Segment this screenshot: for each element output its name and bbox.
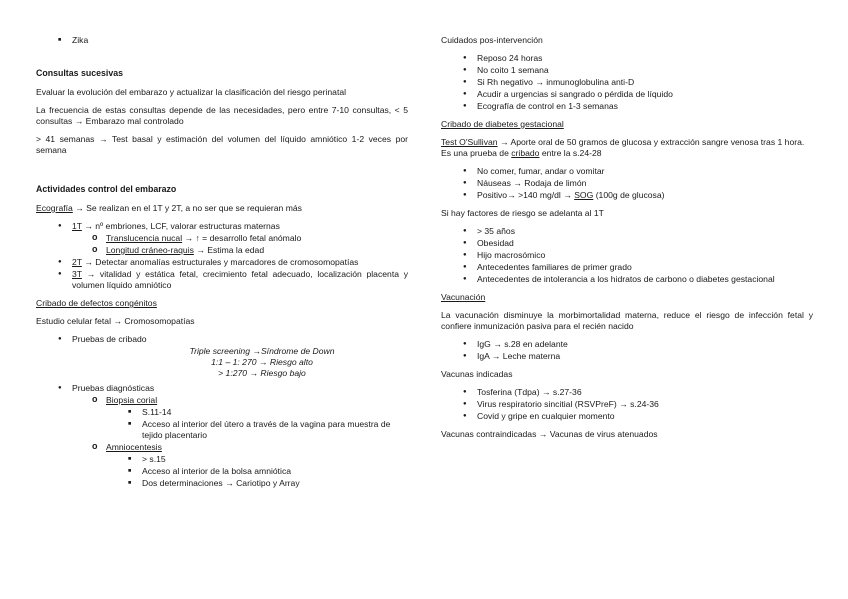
list-item: ● Positivo→ >140 mg/dl → SOG (100g de glucosa) [441, 190, 813, 201]
trimestres-list [36, 221, 408, 291]
list-item: ● Si Rh negativo → inmunoglobulina anti-D [441, 77, 813, 88]
list-item: ● 3T → vitalidad y estática fetal, crecimiento fetal adecuado, localización placenta y volumen líquido amniótico [36, 269, 408, 291]
list-item: ● Antecedentes familiares de primer grado [441, 262, 813, 273]
diabetes-heading: Cribado de diabetes gestacional [441, 119, 564, 129]
list-item: ● Pruebas diagnósticas o Biopsia corial ■ S.11-14 ■ Acceso al interior del útero a través de la vagina para muestra de tejido placentario o Amniocentesis ■ > s.15 ■ Acceso al interior de la bolsa amniótica ■ Dos determinaciones → Cariotipo y Array [36, 383, 408, 489]
list-item: o Translucencia nucal → ↑ = desarrollo fetal anómalo [72, 233, 408, 244]
consultas-heading: Consultas sucesivas [36, 68, 124, 78]
paragraph: La vacunación disminuye la morbimortalidad materna, reduce el riesgo de infección fetal y confiere inmunización pasiva para el recién nacido [441, 310, 813, 331]
paragraph: Si hay factores de riesgo se adelanta al 1T [441, 208, 604, 218]
list-item: ● 1T → nº embriones, LCF, valorar estructuras maternas o Translucencia nucal → ↑ = desarrollo fetal anómalo o Longitud cráneo-raquis → Estima la edad [36, 221, 408, 256]
list-item: ■ > s.15 [106, 454, 408, 465]
paragraph: Estudio celular fetal → Cromosomopatías [36, 316, 195, 326]
list-item: ■ Dos determinaciones → Cariotipo y Array [106, 478, 408, 489]
list-item: ● Covid y gripe en cualquier momento [441, 411, 813, 422]
zika-list [36, 35, 408, 46]
list-item: ■ Acceso al interior del útero a través de la vagina para muestra de tejido placentario [106, 419, 408, 441]
list-item: ● Ecografía de control en 1-3 semanas [441, 101, 813, 112]
cuidados-list [441, 53, 813, 112]
paragraph: Test O'Sullivan → Aporte oral de 50 gramos de glucosa y extracción sangre venosa tras 1 hora. Es una prueba de cribado entre la s.24-28 [441, 137, 805, 158]
ecografia-label: Ecografía [36, 203, 73, 213]
paragraph: Vacunas contraindicadas → Vacunas de virus atenuados [441, 429, 658, 439]
list-item: ● Hijo macrosómico [441, 250, 813, 261]
list-item: o Biopsia corial ■ S.11-14 ■ Acceso al interior del útero a través de la vagina para muestra de tejido placentario [72, 395, 408, 441]
diabetes-list [441, 166, 813, 201]
paragraph: Evaluar la evolución del embarazo y actualizar la clasificación del riesgo perinatal [36, 87, 347, 97]
paragraph: La frecuencia de estas consultas depende de las necesidades, pero entre 7-10 consultas, < 5 consultas → Embarazo mal controlado [36, 105, 408, 126]
left-column [36, 35, 408, 496]
factores-list [441, 226, 813, 285]
list-item: ● Pruebas de cribado Triple screening →Síndrome de Down 1:1 – 1: 270 → Riesgo alto > 1:270 → Riesgo bajo [36, 334, 408, 379]
list-item: ■ S.11-14 [106, 407, 408, 418]
paragraph: Vacunas indicadas [441, 369, 513, 379]
list-item: ● Virus respiratorio sincitial (RSVPreF) → s.24-36 [441, 399, 813, 410]
list-item: ● Antecedentes de intolerancia a los hidratos de carbono o diabetes gestacional [441, 274, 813, 285]
vacunacion-heading: Vacunación [441, 292, 486, 302]
list-item: o Amniocentesis ■ > s.15 ■ Acceso al interior de la bolsa amniótica ■ Dos determinaciones → Cariotipo y Array [72, 442, 408, 489]
list-item: ● IgA → Leche materna [441, 351, 813, 362]
paragraph: > 41 semanas → Test basal y estimación del volumen del líquido amniótico 1-2 veces por semana [36, 134, 408, 155]
list-item: ● 2T → Detectar anomalías estructurales y marcadores de cromosomopatías [36, 257, 408, 268]
list-item: ● > 35 años [441, 226, 813, 237]
pruebas-list [36, 334, 408, 489]
paragraph: Ecografía → Se realizan en el 1T y 2T, a no ser que se requieran más [36, 203, 302, 213]
actividades-heading: Actividades control del embarazo [36, 184, 177, 194]
cuidados-heading: Cuidados pos-intervención [441, 35, 543, 45]
list-item: ● Náuseas → Rodaja de limón [441, 178, 813, 189]
list-item: ● Tosferina (Tdpa) → s.27-36 [441, 387, 813, 398]
indicadas-list [441, 387, 813, 422]
riesgo-block: Triple screening →Síndrome de Down 1:1 – 1: 270 → Riesgo alto > 1:270 → Riesgo bajo [189, 346, 335, 378]
list-item: ● No coito 1 semana [441, 65, 813, 76]
list-item: ■ Acceso al interior de la bolsa amniótica [106, 466, 408, 477]
cribado-defectos-heading: Cribado de defectos congénitos [36, 298, 157, 308]
list-item: ● Reposo 24 horas [441, 53, 813, 64]
right-column [441, 35, 813, 447]
list-item: ● No comer, fumar, andar o vomitar [441, 166, 813, 177]
list-item: ● Acudir a urgencias si sangrado o pérdida de líquido [441, 89, 813, 100]
list-item: ■ Zika [36, 35, 408, 46]
ig-list [441, 339, 813, 362]
list-item: ● Obesidad [441, 238, 813, 249]
list-item: o Longitud cráneo-raquis → Estima la edad [72, 245, 408, 256]
list-item: ● IgG → s.28 en adelante [441, 339, 813, 350]
